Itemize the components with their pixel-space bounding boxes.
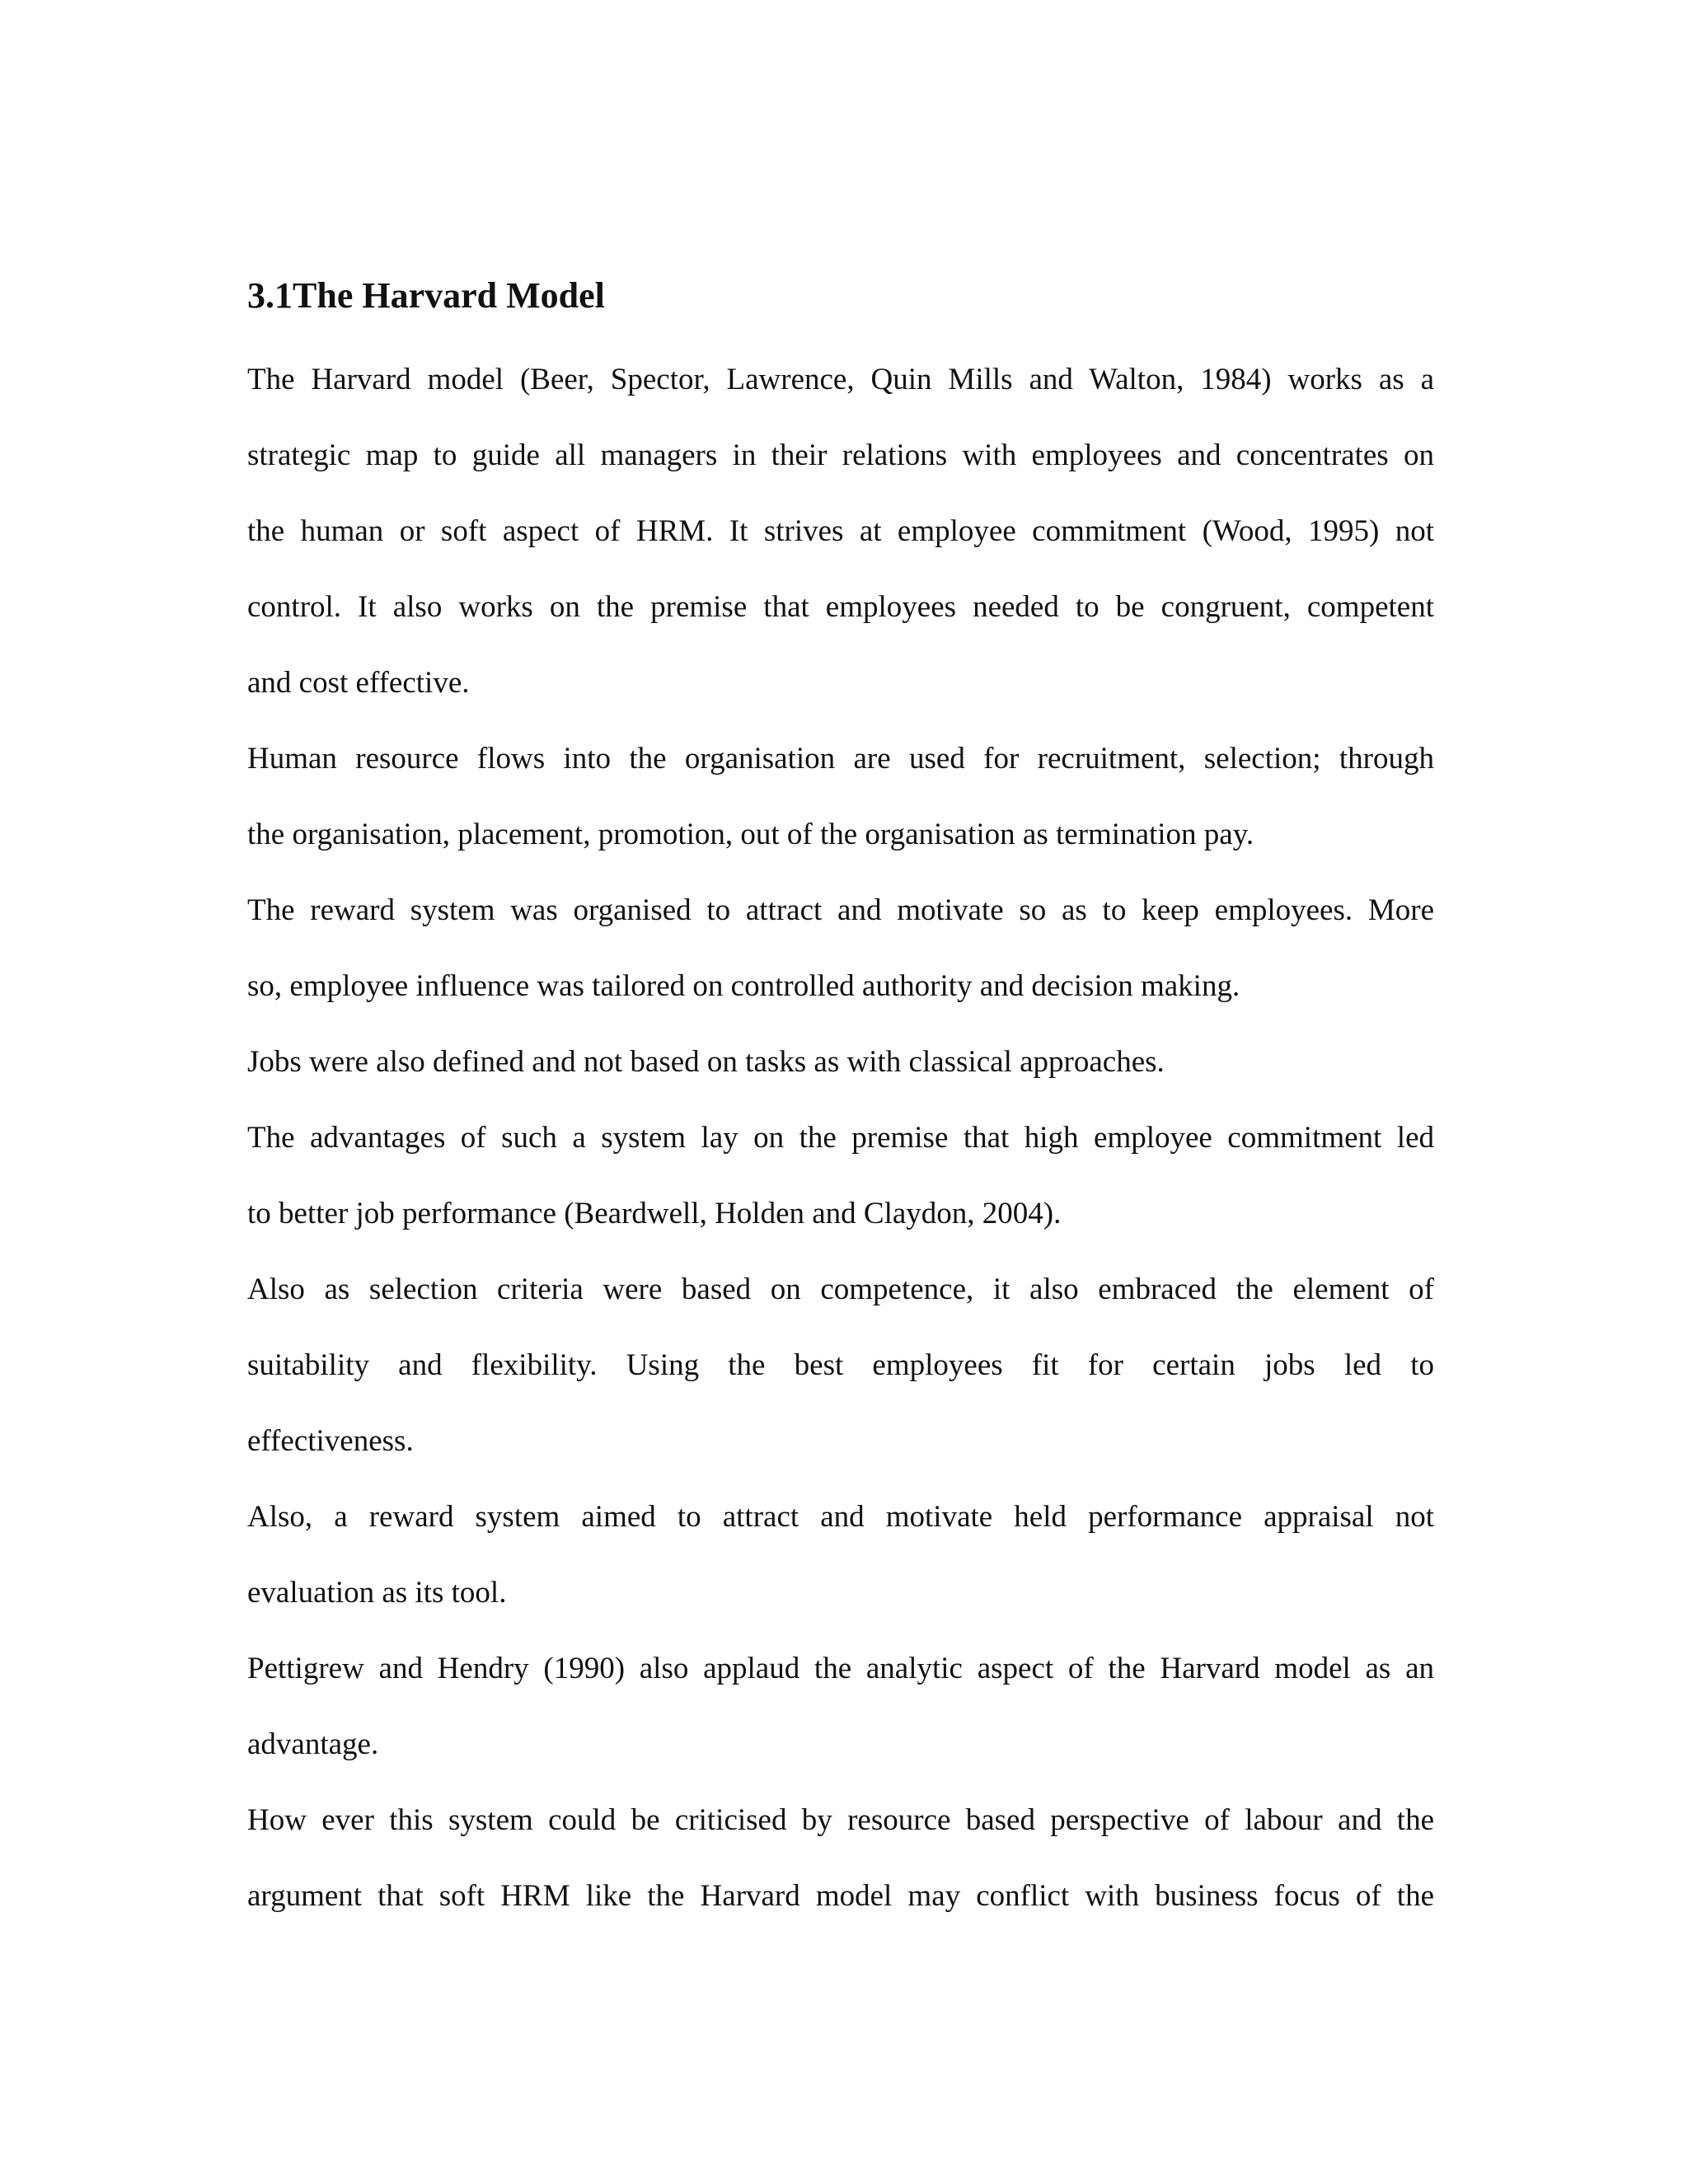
text-line: Jobs were also defined and not based on tasks as with classical approaches. (247, 1045, 1165, 1079)
text-line: advantage. (247, 1727, 379, 1761)
text-line: to better job performance (Beardwell, Holden and Claydon, 2004). (247, 1197, 1062, 1230)
text-line: the organisation, placement, promotion, out of the organisation as termination pay. (247, 818, 1254, 851)
text-line: control. It also works on the premise that employees needed to be congruent, competent (247, 590, 1434, 624)
text-line: Also as selection criteria were based on competence, it also embraced the element of (247, 1272, 1434, 1306)
text-line: and cost effective. (247, 666, 470, 700)
text-line: effectiveness. (247, 1424, 414, 1458)
text-line: Also, a reward system aimed to attract and motivate held performance appraisal not (247, 1500, 1434, 1534)
text-line: the human or soft aspect of HRM. It strives at employee commitment (Wood, 1995) not (247, 514, 1434, 548)
text-line: How ever this system could be criticised by resource based perspective of labour and the (247, 1803, 1434, 1837)
text-line: argument that soft HRM like the Harvard model may conflict with business focus of the (247, 1879, 1434, 1913)
text-line: The Harvard model (Beer, Spector, Lawrence, Quin Mills and Walton, 1984) works as a (247, 363, 1434, 396)
text-line: strategic map to guide all managers in their relations with employees and concentrates on (247, 438, 1434, 472)
text-line: so, employee influence was tailored on controlled authority and decision making. (247, 969, 1240, 1003)
text-line: Pettigrew and Hendry (1990) also applaud the analytic aspect of the Harvard model as an (247, 1652, 1434, 1685)
text-line: suitability and flexibility. Using the best employees fit for certain jobs led to (247, 1348, 1434, 1382)
text-line: Human resource flows into the organisation are used for recruitment, selection; through (247, 742, 1434, 776)
section-heading: 3.1The Harvard Model (247, 275, 605, 316)
text-line: The advantages of such a system lay on the premise that high employee commitment led (247, 1121, 1434, 1155)
text-line: evaluation as its tool. (247, 1576, 507, 1610)
text-line: The reward system was organised to attract and motivate so as to keep employees. More (247, 893, 1434, 927)
